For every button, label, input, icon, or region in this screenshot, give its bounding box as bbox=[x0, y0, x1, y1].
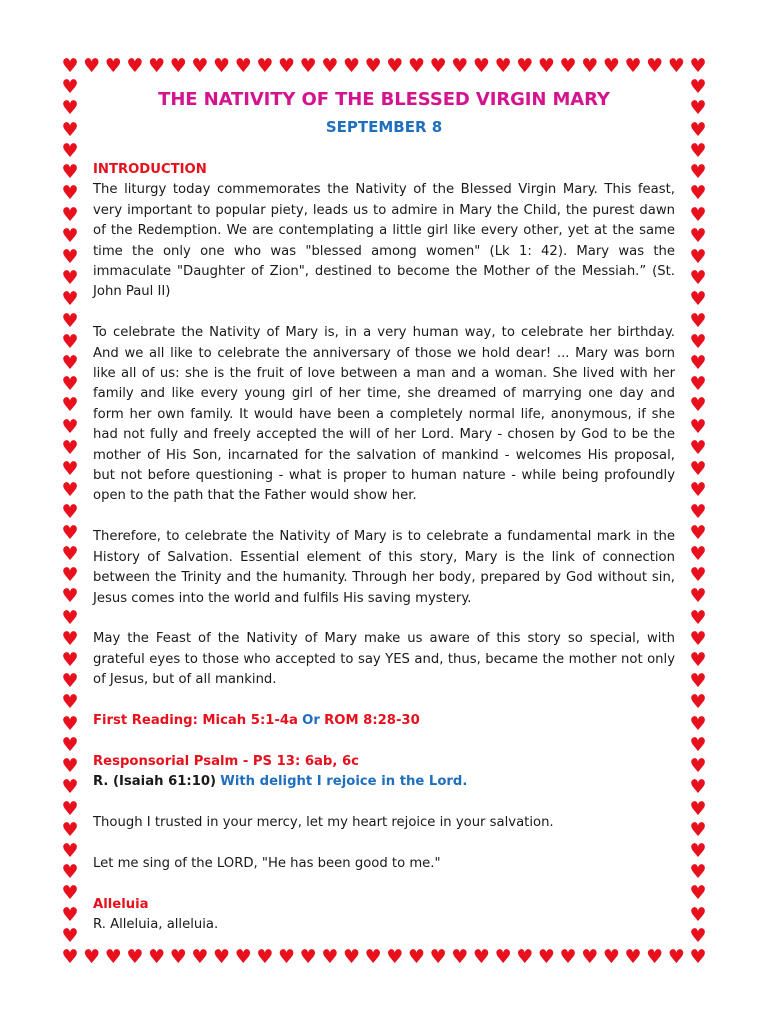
heart-icon: ♥ bbox=[689, 542, 707, 565]
heart-icon: ♥ bbox=[321, 55, 339, 77]
heart-icon: ♥ bbox=[61, 267, 79, 290]
heart-icon: ♥ bbox=[646, 55, 664, 77]
heart-icon: ♥ bbox=[169, 55, 187, 77]
heart-icon: ♥ bbox=[689, 861, 707, 884]
heart-icon: ♥ bbox=[83, 55, 101, 77]
heart-icon: ♥ bbox=[689, 839, 707, 862]
heart-icon: ♥ bbox=[451, 946, 469, 968]
heart-icon: ♥ bbox=[61, 649, 79, 671]
heart-icon: ♥ bbox=[299, 55, 317, 77]
heart-icon: ♥ bbox=[689, 733, 707, 756]
heart-icon: ♥ bbox=[537, 946, 555, 968]
first-reading bbox=[93, 711, 675, 731]
heart-icon: ♥ bbox=[429, 55, 447, 77]
heart-icon: ♥ bbox=[169, 946, 187, 968]
heart-icon: ♥ bbox=[61, 924, 79, 947]
heart-icon: ♥ bbox=[61, 330, 79, 353]
heart-icon: ♥ bbox=[61, 733, 79, 756]
heart-icon: ♥ bbox=[689, 224, 707, 247]
heart-icon: ♥ bbox=[689, 818, 707, 841]
heart-icon: ♥ bbox=[689, 924, 707, 947]
heart-icon: ♥ bbox=[61, 818, 79, 841]
heart-icon: ♥ bbox=[61, 521, 79, 544]
heart-icon: ♥ bbox=[61, 712, 79, 735]
first-reading-alt: ROM 8:28-30 bbox=[324, 712, 420, 728]
heart-icon: ♥ bbox=[451, 55, 469, 77]
heart-icon: ♥ bbox=[321, 946, 339, 968]
heart-icon: ♥ bbox=[148, 946, 166, 968]
heart-icon: ♥ bbox=[689, 712, 707, 735]
heart-icon: ♥ bbox=[126, 946, 144, 968]
heart-icon: ♥ bbox=[61, 139, 79, 162]
heart-icon: ♥ bbox=[256, 55, 274, 77]
heart-icon: ♥ bbox=[689, 521, 707, 544]
heart-icon: ♥ bbox=[689, 458, 707, 481]
heart-icon: ♥ bbox=[364, 55, 382, 77]
heart-icon: ♥ bbox=[689, 161, 707, 184]
heart-icon: ♥ bbox=[61, 373, 79, 396]
heart-icon: ♥ bbox=[559, 55, 577, 77]
heart-icon: ♥ bbox=[83, 946, 101, 968]
heart-icon: ♥ bbox=[61, 245, 79, 268]
heart-icon: ♥ bbox=[61, 691, 79, 714]
heart-icon: ♥ bbox=[191, 55, 209, 77]
heart-icon: ♥ bbox=[61, 627, 79, 650]
heart-icon: ♥ bbox=[299, 946, 317, 968]
heart-icon: ♥ bbox=[407, 55, 425, 77]
intro-paragraph: Therefore, to celebrate the Nativity of Mary is to celebrate a fundamental mark in the History of Salvation. Essential element of this story, Mary is the link of connection between the Trinity and the humanity. Through her body, prepared by God without sin, Jesus comes into the world and fulfils His saving mystery. bbox=[93, 529, 675, 606]
heart-icon: ♥ bbox=[624, 946, 642, 968]
heart-icon: ♥ bbox=[61, 903, 79, 926]
heart-icon: ♥ bbox=[364, 946, 382, 968]
heart-icon: ♥ bbox=[386, 946, 404, 968]
heart-icon: ♥ bbox=[689, 500, 707, 523]
heart-icon: ♥ bbox=[689, 330, 707, 353]
heart-icon: ♥ bbox=[213, 55, 231, 77]
heart-icon: ♥ bbox=[61, 797, 79, 820]
psalm-response-text: With delight I rejoice in the Lord. bbox=[220, 774, 468, 790]
heart-icon: ♥ bbox=[559, 946, 577, 968]
heart-icon: ♥ bbox=[61, 55, 79, 77]
heart-icon: ♥ bbox=[516, 55, 534, 77]
heart-icon: ♥ bbox=[342, 946, 361, 968]
heart-icon: ♥ bbox=[602, 946, 620, 968]
heart-icon: ♥ bbox=[61, 76, 79, 99]
heart-icon: ♥ bbox=[61, 564, 79, 587]
heart-icon: ♥ bbox=[61, 861, 79, 884]
heart-icon: ♥ bbox=[537, 55, 555, 77]
heart-icon: ♥ bbox=[61, 500, 79, 523]
heart-icon: ♥ bbox=[256, 946, 274, 968]
heart-icon: ♥ bbox=[61, 479, 79, 502]
psalm-verse: Let me sing of the LORD, "He has been good to me." bbox=[93, 855, 441, 871]
heart-icon: ♥ bbox=[148, 55, 166, 77]
heart-icon: ♥ bbox=[429, 946, 447, 968]
heart-icon: ♥ bbox=[689, 649, 707, 671]
alleluia-heading: Alleluia bbox=[93, 896, 149, 912]
heart-icon: ♥ bbox=[689, 97, 707, 120]
heart-icon: ♥ bbox=[689, 479, 707, 502]
heart-icon: ♥ bbox=[667, 55, 685, 77]
heart-icon: ♥ bbox=[689, 139, 707, 162]
heart-icon: ♥ bbox=[61, 203, 79, 226]
heart-icon: ♥ bbox=[61, 182, 79, 205]
heart-icon: ♥ bbox=[689, 946, 707, 968]
heart-icon: ♥ bbox=[386, 55, 404, 77]
heart-icon: ♥ bbox=[61, 309, 79, 332]
heart-icon: ♥ bbox=[602, 55, 620, 77]
heart-icon: ♥ bbox=[61, 542, 79, 565]
heart-icon: ♥ bbox=[234, 946, 252, 968]
alleluia-response: R. Alleluia, alleluia. bbox=[93, 916, 219, 932]
heart-icon: ♥ bbox=[689, 776, 707, 799]
heart-icon: ♥ bbox=[407, 946, 425, 968]
heart-icon: ♥ bbox=[61, 288, 79, 311]
psalm-response-ref: R. (Isaiah 61:10) bbox=[93, 774, 217, 790]
heart-icon: ♥ bbox=[61, 839, 79, 862]
heart-icon: ♥ bbox=[689, 585, 707, 608]
heart-icon: ♥ bbox=[61, 606, 79, 629]
heart-icon: ♥ bbox=[494, 946, 512, 968]
heart-icon: ♥ bbox=[689, 903, 707, 926]
heart-icon: ♥ bbox=[689, 797, 707, 820]
psalm-heading: Responsorial Psalm - PS 13: 6ab, 6c bbox=[93, 753, 359, 769]
heart-icon: ♥ bbox=[516, 946, 534, 968]
heart-icon: ♥ bbox=[126, 55, 144, 77]
heart-icon: ♥ bbox=[689, 203, 707, 226]
psalm-verse: Though I trusted in your mercy, let my heart rejoice in your salvation. bbox=[93, 814, 554, 830]
heart-icon: ♥ bbox=[234, 55, 252, 77]
heart-icon: ♥ bbox=[689, 415, 707, 438]
heart-icon: ♥ bbox=[278, 55, 296, 77]
heart-icon: ♥ bbox=[689, 288, 707, 311]
first-reading-or: Or bbox=[302, 712, 320, 728]
heart-icon: ♥ bbox=[689, 691, 707, 714]
heart-icon: ♥ bbox=[61, 415, 79, 438]
heart-icon: ♥ bbox=[689, 436, 707, 459]
intro-paragraph: The liturgy today commemorates the Nativity of the Blessed Virgin Mary. This feast, very important to popular piety, leads us to admire in Mary the Child, the purest dawn of the Redemption. We are contemplating a little girl like every other, yet at the same time the only one who was "blessed among women" (Lk 1: 42). Mary was the immaculate "Daughter of Zion", destined to become the Mother of the Messiah.” (St. John Paul II) bbox=[93, 182, 675, 300]
heart-icon: ♥ bbox=[61, 458, 79, 481]
heart-icon: ♥ bbox=[689, 627, 707, 650]
heart-icon: ♥ bbox=[61, 755, 79, 778]
heart-icon: ♥ bbox=[61, 394, 79, 417]
heart-icon: ♥ bbox=[61, 670, 79, 693]
heart-icon: ♥ bbox=[689, 373, 707, 396]
heart-icon: ♥ bbox=[213, 946, 231, 968]
document-body bbox=[93, 86, 675, 935]
heart-icon: ♥ bbox=[689, 352, 707, 374]
heart-icon: ♥ bbox=[61, 436, 79, 459]
introduction-heading: INTRODUCTION bbox=[93, 162, 207, 177]
heart-icon: ♥ bbox=[689, 882, 707, 905]
heart-icon: ♥ bbox=[494, 55, 512, 77]
heart-icon: ♥ bbox=[581, 946, 599, 968]
heart-icon: ♥ bbox=[689, 76, 707, 99]
first-reading-label: First Reading: Micah 5:1-4a bbox=[93, 712, 298, 728]
heart-icon: ♥ bbox=[689, 245, 707, 268]
psalm-response bbox=[93, 772, 675, 792]
heart-icon: ♥ bbox=[689, 606, 707, 629]
heart-icon: ♥ bbox=[61, 776, 79, 799]
heart-icon: ♥ bbox=[61, 97, 79, 120]
heart-icon: ♥ bbox=[104, 55, 122, 77]
heart-icon: ♥ bbox=[689, 267, 707, 290]
heart-icon: ♥ bbox=[61, 224, 79, 247]
heart-icon: ♥ bbox=[689, 118, 707, 141]
heart-icon: ♥ bbox=[581, 55, 599, 77]
heart-icon: ♥ bbox=[61, 585, 79, 608]
heart-icon: ♥ bbox=[624, 55, 642, 77]
page-title: THE NATIVITY OF THE BLESSED VIRGIN MARY bbox=[158, 89, 610, 110]
heart-icon: ♥ bbox=[689, 394, 707, 417]
heart-icon: ♥ bbox=[689, 755, 707, 778]
heart-icon: ♥ bbox=[61, 352, 79, 374]
heart-icon: ♥ bbox=[667, 946, 685, 968]
heart-icon: ♥ bbox=[61, 882, 79, 905]
heart-icon: ♥ bbox=[689, 182, 707, 205]
heart-icon: ♥ bbox=[472, 946, 490, 968]
heart-icon: ♥ bbox=[191, 946, 209, 968]
heart-icon: ♥ bbox=[104, 946, 122, 968]
heart-icon: ♥ bbox=[689, 309, 707, 332]
heart-icon: ♥ bbox=[61, 118, 79, 141]
feast-date: SEPTEMBER 8 bbox=[325, 118, 443, 136]
intro-paragraph: May the Feast of the Nativity of Mary make us aware of this story so special, with grateful eyes to those who accepted to say YES and, thus, became the mother not only of Jesus, but of all mankind. bbox=[93, 631, 675, 688]
heart-icon: ♥ bbox=[472, 55, 490, 77]
heart-icon: ♥ bbox=[278, 946, 296, 968]
heart-icon: ♥ bbox=[61, 946, 79, 968]
heart-icon: ♥ bbox=[689, 55, 707, 77]
heart-icon: ♥ bbox=[689, 564, 707, 587]
heart-icon: ♥ bbox=[342, 55, 361, 77]
heart-icon: ♥ bbox=[61, 161, 79, 184]
heart-icon: ♥ bbox=[646, 946, 664, 968]
intro-paragraph: To celebrate the Nativity of Mary is, in a very human way, to celebrate her birthday. And we all like to celebrate the anniversary of those we hold dear! ... Mary was born like all of us: she is the fruit of love between a man and a woman. She lived with her family and like every young girl of her time, she dreamed of marrying one day and form her own family. It would have been a completely normal life, anonymous, if she had not fully and freely accepted the will of her Lord. Mary - chosen by God to be the mother of His Son, incarnated for the salvation of mankind - welcomes His proposal, but not before questioning - what is proper to human nature - while being profoundly open to the path that the Father would show her. bbox=[93, 325, 675, 504]
heart-icon: ♥ bbox=[689, 670, 707, 693]
